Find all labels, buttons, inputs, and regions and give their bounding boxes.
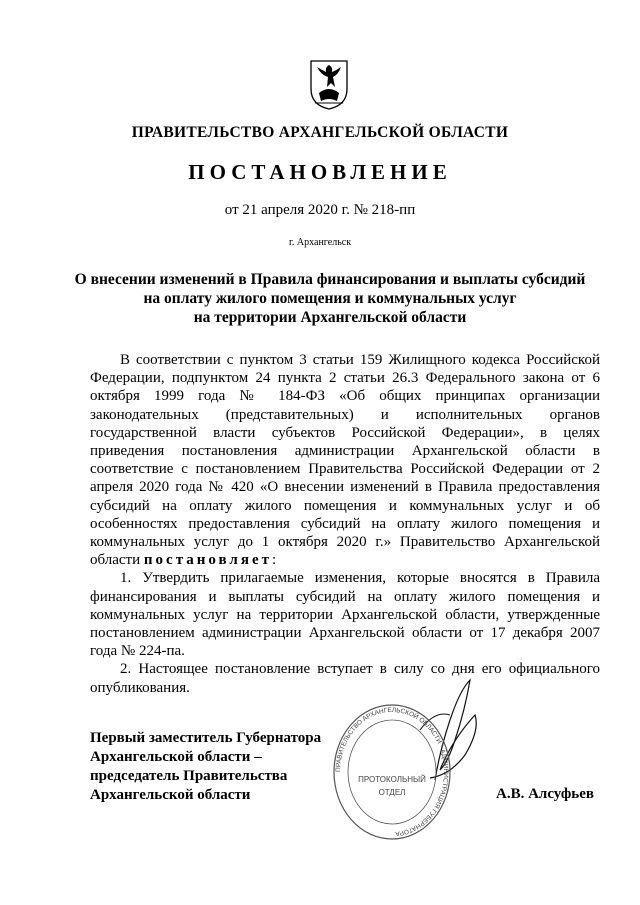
decree-word: постановляет: [143, 552, 272, 569]
document-date-number: от 21 апреля 2020 г. № 218-пп: [224, 202, 416, 218]
signatory-position-line: Архангельской области: [90, 787, 251, 803]
body-paragraph-item-1: 1. Утвердить прилагаемые изменения, которые вносятся в Правила финансирования и выплаты субсидий на оплату жилого помещения и коммунальных услуг на территории Архангельской области, утвержденные постановлением администрации Архангельской области от 17 декабря 2007 года № 224-па.: [90, 570, 600, 660]
stamp-center-line2: ОТДЕЛ: [378, 788, 406, 797]
signatory-name: А.В. Алсуфьев: [496, 786, 594, 802]
body-paragraph-item-2: 2. Настоящее постановление вступает в силу со дня его официального опубликования.: [90, 661, 600, 696]
subject-line: О внесении изменений в Правила финансирования и выплаты субсидий: [74, 271, 586, 288]
stamp-ring-text: ПРАВИТЕЛЬСТВО АРХАНГЕЛЬСКОЙ ОБЛАСТИ * АДМИНИСТРАЦИЯ ГУБЕРНАТОРА: [334, 706, 450, 837]
subject-line: на территории Архангельской области: [193, 309, 467, 326]
signatory-position-line: Архангельской области –: [90, 749, 262, 765]
signatory-position-line: Первый заместитель Губернатора: [90, 730, 322, 746]
document-subject: [70, 270, 590, 327]
body-paragraph-preamble: [90, 351, 600, 569]
preamble-colon: :: [272, 552, 277, 569]
stamp-center-line1: ПРОТОКОЛЬНЫЙ: [358, 775, 426, 784]
preamble-text: В соответствии с пунктом 3 статьи 159 Жилищного кодекса Российской Федерации, подпунктом 24 пункта 2 статьи 26.3 Федерального закона от 6 октября 1999 года № 184-ФЗ «Об общих принципах организации законодательных (представительных) и исполнительных органов государственной власти субъектов Российской Федерации», в целях приведения постановления администрации Архангельской области в соответствие с постановлением Правительства Российской Федерации от 2 апреля 2020 года № 420 «О внесении изменений в Правила предоставления субсидий на оплату жилого помещения и коммунальных услуг и об особенностях предоставления субсидий на оплату жилого помещения и коммунальных услуг до 1 октября 2020 г.» Правительство Архангельской области: [90, 352, 600, 569]
document-body: [90, 351, 600, 697]
official-stamp: [330, 700, 455, 845]
svg-text:ПРАВИТЕЛЬСТВО АРХАНГЕЛЬСКОЙ ОБ: [335, 707, 449, 837]
coat-of-arms-emblem: [307, 57, 351, 111]
subject-line: на оплату жилого помещения и коммунальных услуг: [143, 290, 517, 307]
document-city: г. Архангельск: [288, 237, 352, 248]
signatory-position-line: председатель Правительства: [90, 768, 288, 784]
document-type-title: ПОСТАНОВЛЕНИЕ: [188, 160, 452, 184]
government-name: ПРАВИТЕЛЬСТВО АРХАНГЕЛЬСКОЙ ОБЛАСТИ: [131, 124, 509, 141]
signatory-position: [90, 729, 321, 805]
